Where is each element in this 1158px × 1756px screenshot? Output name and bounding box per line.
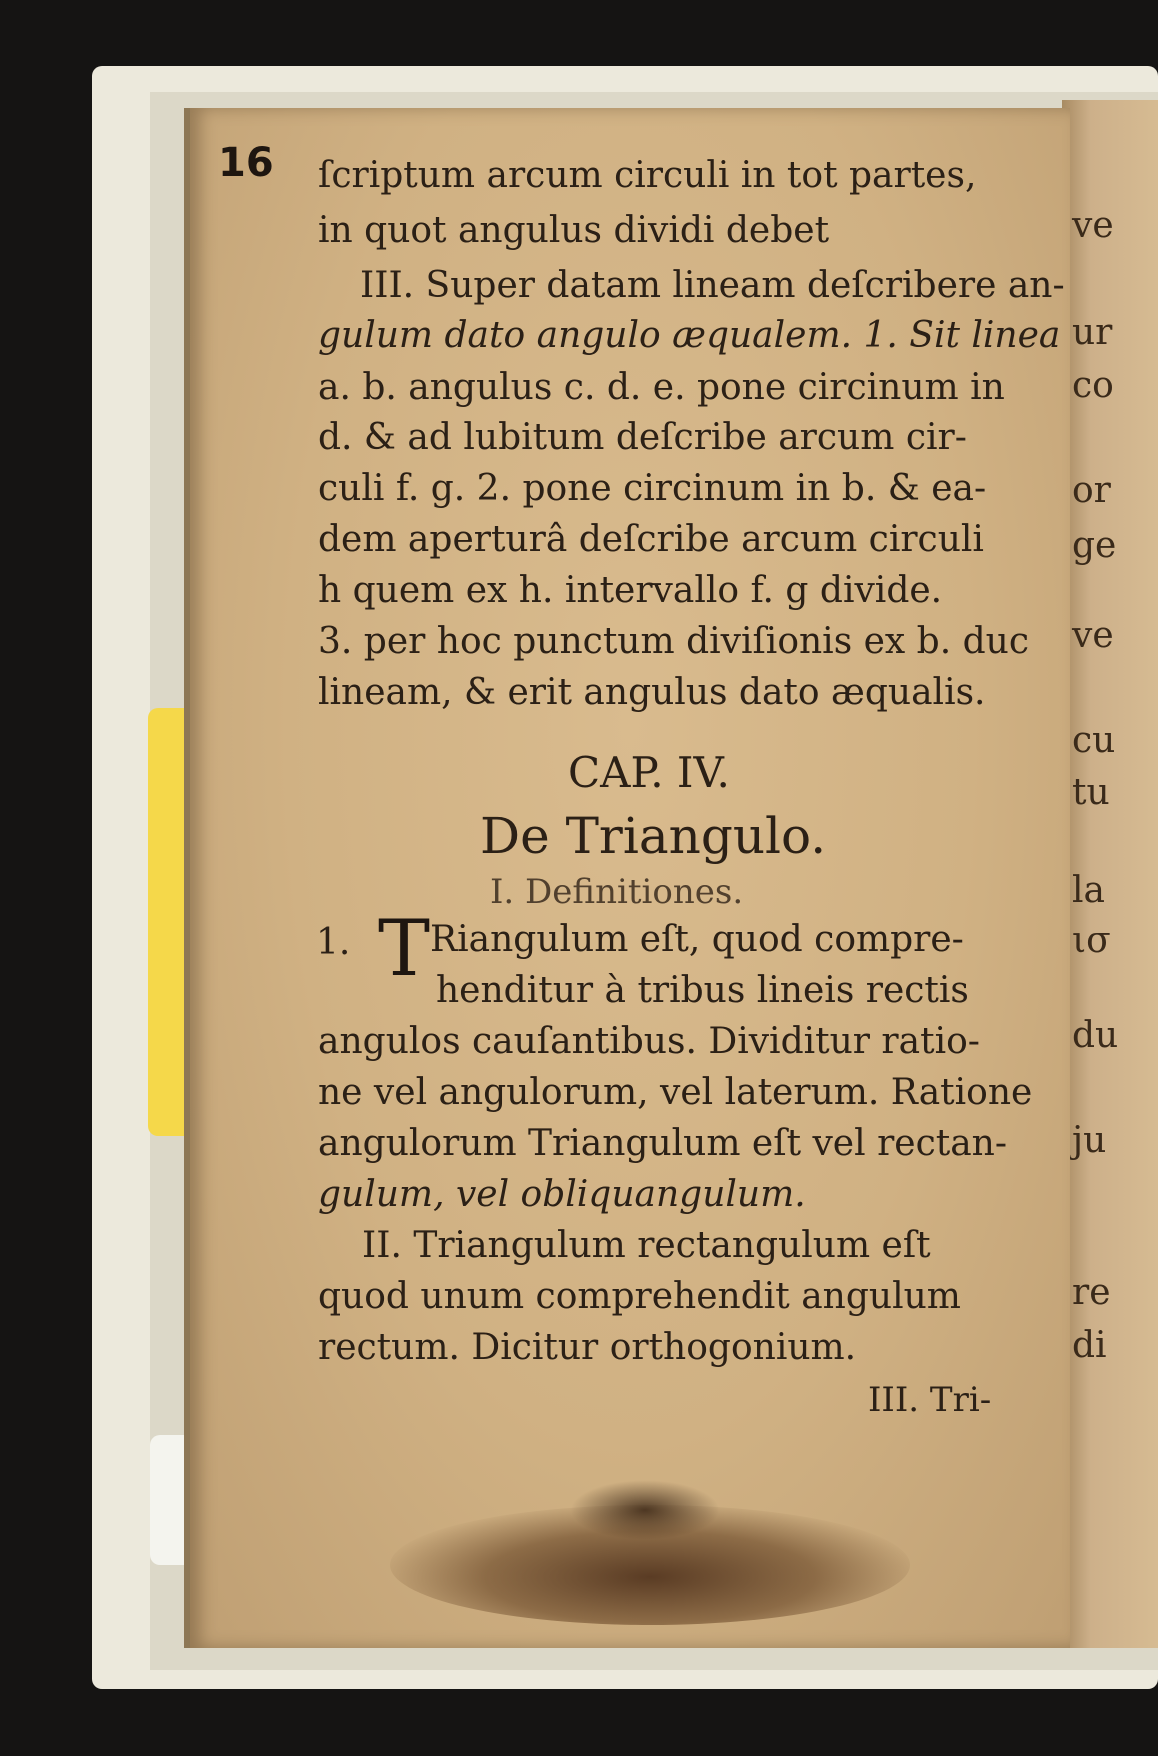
text-line: II. Triangulum rectangulum eſt	[362, 1225, 931, 1266]
facing-fragment: co	[1072, 365, 1114, 406]
yellow-bookmark-tab	[148, 708, 186, 1136]
paragraph-number: 1.	[316, 922, 351, 963]
text-line: angulos cauſantibus. Dividitur ratio-	[318, 1021, 980, 1062]
facing-fragment: re	[1072, 1272, 1111, 1313]
text-line: III. Super datam lineam deſcribere an-	[360, 265, 1065, 306]
facing-fragment: du	[1072, 1015, 1119, 1056]
facing-fragment: or	[1072, 470, 1111, 511]
chapter-heading: De Triangulo.	[480, 807, 827, 865]
facing-page	[1062, 100, 1158, 1648]
text-line: henditur à tribus lineis rectis	[436, 970, 969, 1011]
text-line: angulorum Triangulum eſt vel rectan-	[318, 1123, 1008, 1164]
text-line: 3. per hoc punctum diviſionis ex b. duc	[318, 621, 1029, 662]
text-line: gulum dato angulo æqualem. 1. Sit linea	[318, 315, 1061, 356]
page-number: 16	[218, 140, 274, 186]
drop-cap: T	[378, 904, 431, 994]
text-line: rectum. Dicitur orthogonium.	[318, 1327, 857, 1368]
text-line: lineam, & erit angulus dato æqualis.	[318, 672, 986, 713]
text-line: quod unum comprehendit angulum	[318, 1276, 961, 1317]
text-line: culi f. g. 2. pone circinum in b. & ea-	[318, 468, 987, 509]
facing-fragment: di	[1072, 1325, 1107, 1366]
facing-fragment: ve	[1072, 615, 1114, 656]
white-bookmark-tab	[150, 1435, 186, 1565]
text-line: h quem ex h. intervallo f. g divide.	[318, 570, 943, 611]
facing-fragment: la	[1072, 870, 1105, 911]
text-line: gulum, vel obliquangulum.	[318, 1174, 806, 1215]
facing-fragment: ju	[1072, 1120, 1107, 1161]
facing-fragment: ισ	[1072, 920, 1111, 961]
ink-stain	[570, 1480, 720, 1540]
text-line: ne vel angulorum, vel laterum. Ratione	[318, 1072, 1033, 1113]
facing-fragment: tu	[1072, 772, 1110, 813]
facing-fragment: ge	[1072, 525, 1117, 566]
text-line: dem aperturâ deſcribe arcum circuli	[318, 519, 984, 560]
chapter-label: CAP. IV.	[568, 748, 730, 797]
facing-fragment: cu	[1072, 720, 1116, 761]
catchword: III. Tri-	[868, 1380, 992, 1420]
text-line: a. b. angulus c. d. e. pone circinum in	[318, 367, 1005, 408]
text-line: ſcriptum arcum circuli in tot partes,	[318, 155, 977, 196]
facing-fragment: ve	[1072, 205, 1114, 246]
text-line: Riangulum eſt, quod compre-	[430, 919, 964, 960]
section-subheading: I. Definitiones.	[490, 872, 744, 912]
text-line: d. & ad lubitum deſcribe arcum cir-	[318, 417, 967, 458]
text-line: in quot angulus dividi debet	[318, 210, 830, 251]
facing-fragment: ur	[1072, 312, 1113, 353]
